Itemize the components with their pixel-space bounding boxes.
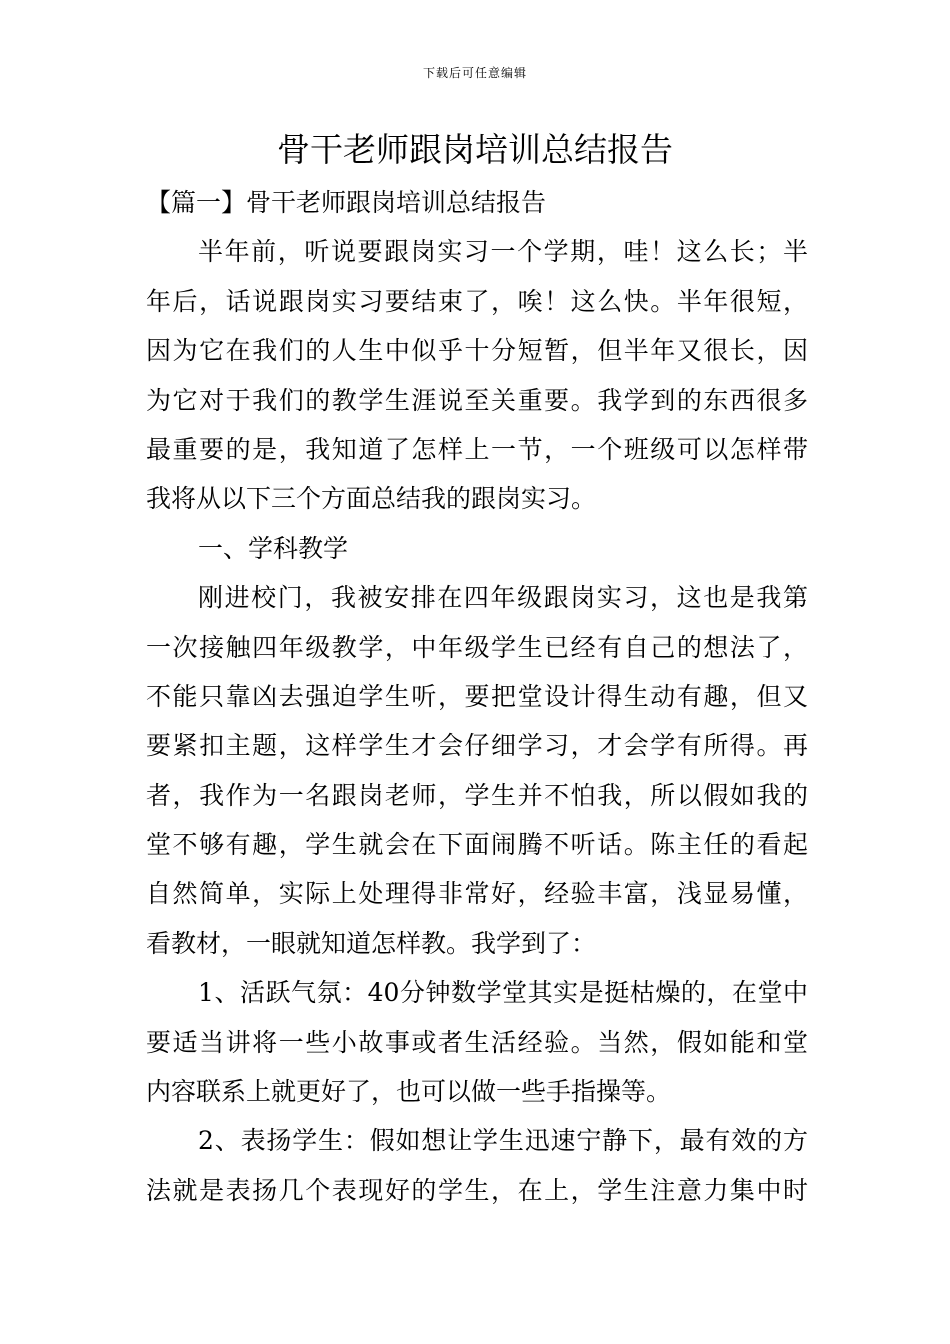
text-line: 年后，话说跟岗实习要结束了，唉！这么快。半年很短， (146, 286, 808, 316)
text-line: 为它对于我们的教学生涯说至关重要。我学到的东西很多 (146, 385, 808, 415)
text-line: 因为它在我们的人生中似乎十分短暂，但半年又很长，因 (146, 336, 808, 366)
text-line: 刚进校门，我被安排在四年级跟岗实习，这也是我第 (198, 583, 808, 613)
text-line: 要适当讲将一些小故事或者生活经验。当然，假如能和堂 (146, 1027, 808, 1057)
text-line: 内容联系上就更好了，也可以做一些手指操等。 (146, 1077, 672, 1107)
text-line: 一、学科教学 (198, 533, 349, 563)
text-line: 自然简单，实际上处理得非常好，经验丰富，浅显易懂， (146, 879, 808, 909)
section-heading: 【篇一】骨干老师跟岗培训总结报告 (146, 188, 547, 217)
text-line: 不能只靠凶去强迫学生听，要把堂设计得生动有趣，但又 (146, 681, 808, 711)
text-line: 一次接触四年级教学，中年级学生已经有自己的想法了， (146, 632, 808, 662)
document-title: 骨干老师跟岗培训总结报告 (277, 130, 673, 169)
text-line: 2、表扬学生：假如想让学生迅速宁静下，最有效的方 (198, 1126, 808, 1156)
text-line: 最重要的是，我知道了怎样上一节，一个班级可以怎样带 (146, 434, 808, 464)
text-line: 看教材，一眼就知道怎样教。我学到了： (146, 928, 597, 958)
text-line: 要紧扣主题，这样学生才会仔细学习，才会学有所得。再 (146, 731, 808, 761)
paragraph-lines (146, 227, 808, 1215)
text-line: 堂不够有趣，学生就会在下面闹腾不听话。陈主任的看起 (146, 830, 808, 860)
header-note: 下载后可任意编辑 (422, 66, 527, 80)
text-line: 我将从以下三个方面总结我的跟岗实习。 (146, 484, 597, 514)
document-body (146, 178, 808, 1215)
text-line: 法就是表扬几个表现好的学生，在上，学生注意力集中时 (146, 1175, 808, 1205)
text-line: 者，我作为一名跟岗老师，学生并不怕我，所以假如我的 (146, 780, 808, 810)
text-line: 1、活跃气氛：40分钟数学堂其实是挺枯燥的，在堂中 (198, 978, 808, 1008)
text-line: 半年前，听说要跟岗实习一个学期，哇！这么长；半 (198, 237, 808, 267)
